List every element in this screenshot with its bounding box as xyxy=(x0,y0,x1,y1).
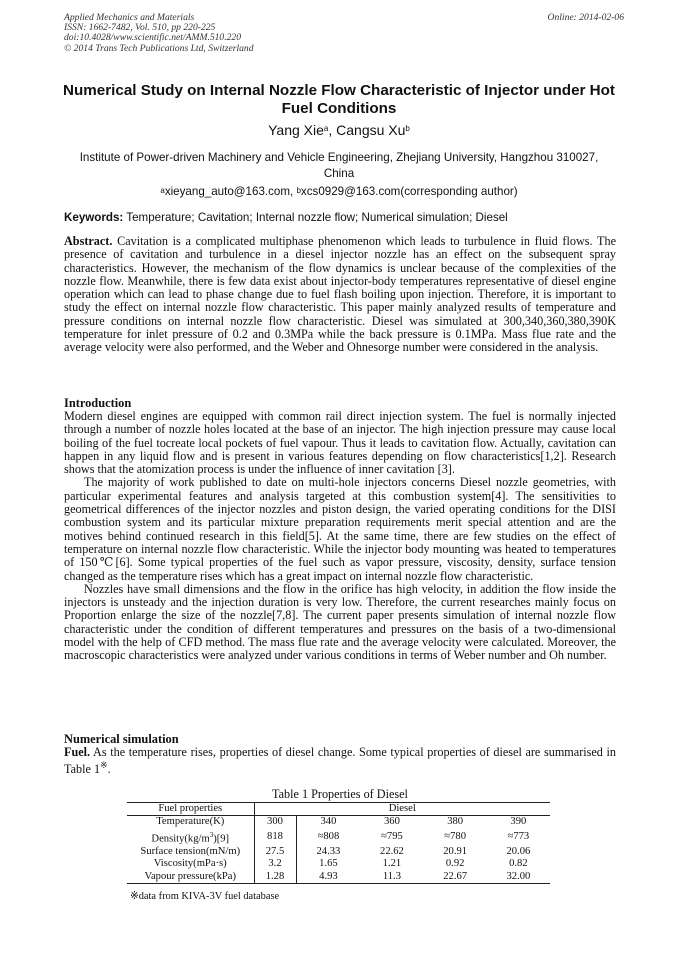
table-cell: ≈780 xyxy=(444,831,466,843)
table-cell: 390 xyxy=(510,816,527,828)
table-cell: 24.33 xyxy=(316,845,341,857)
table-row xyxy=(127,858,550,870)
table-cell: 3.2 xyxy=(254,858,296,870)
author-name: Cangsu Xu xyxy=(336,122,406,138)
table-cell: 1.65 xyxy=(319,858,338,870)
fuel-label: Fuel. xyxy=(64,745,91,759)
author-separator: , xyxy=(328,122,337,138)
paper-title: Numerical Study on Internal Nozzle Flow Characteristic of Injector under Hot Fuel Conditions xyxy=(63,82,615,117)
section-heading-numerical-simulation: Numerical simulation xyxy=(64,732,179,746)
table-cell: 818 xyxy=(254,829,296,846)
table-row-label: Surface tension(mN/m) xyxy=(127,846,254,858)
table-row xyxy=(127,871,550,884)
author-line xyxy=(60,121,618,139)
table-caption: Table 1 Properties of Diesel xyxy=(272,787,408,801)
table-col-header: Fuel properties xyxy=(127,803,254,816)
table-row-label: Vapour pressure(kPa) xyxy=(127,871,254,884)
fuel-text-end: . xyxy=(107,762,111,777)
author-superscript: a xyxy=(323,124,329,133)
table-row xyxy=(127,829,550,846)
table-cell: 32.00 xyxy=(487,871,550,884)
table-cell: 0.82 xyxy=(509,858,528,870)
table-cell: 1.28 xyxy=(254,871,296,884)
author-name: Yang Xie xyxy=(268,122,324,138)
journal-header xyxy=(64,13,624,54)
table-row-label: Viscosity(mPa·s) xyxy=(127,858,254,870)
table-row-label: Temperature(K) xyxy=(127,816,254,829)
abstract-label: Abstract. xyxy=(64,234,113,248)
table-cell: 22.62 xyxy=(380,845,404,857)
table-row xyxy=(127,816,550,829)
table-footnote: ※data from KIVA-3V fuel database xyxy=(130,891,280,902)
paragraph: Nozzles have small dimensions and the flow in the orifice has high velocity, in addition the flow inside the injectors is unsteady and the injection duration is very low. Therefore, the current researches mainly focus on Proportion enlarge the size of the nozzle[7,8]. The current paper presents simulation of internal nozzle flow characteristic under the condition of different temperatures and pressures on the basis of a two-dimensional model with the help of CFD method. The mass flue rate and the average velocity were calculated. Moreover, the macroscopic characteristics were analyzed under various conditions in terms of Weber number and Oh number. xyxy=(64,581,616,663)
table-cell: 11.3 xyxy=(360,871,423,884)
online-date: Online: 2014-02-06 xyxy=(547,12,624,23)
table-header-row xyxy=(127,803,550,816)
table-cell: ≈808 xyxy=(317,831,340,843)
journal-copyright: © 2014 Trans Tech Publications Ltd, Switzerland xyxy=(64,42,254,54)
journal-issn: ISSN: 1662-7482, Vol. 510, pp 220-225 xyxy=(64,22,216,34)
table-cell: 340 xyxy=(320,816,337,828)
email-address: xcs0929@163.com(corresponding author) xyxy=(300,185,518,198)
properties-table xyxy=(127,802,550,884)
table-cell: 4.93 xyxy=(296,871,360,884)
table-cell: 300 xyxy=(254,816,296,829)
table-cell: 360 xyxy=(384,816,400,828)
fuel-text: As the temperature rises, properties of diesel change. Some typical properties of diesel are summarised in Table 1 xyxy=(64,745,616,777)
paragraph: The majority of work published to date on multi-hole injectors concerns Diesel nozzle geometries, with particular experimental features and analysis targeted at this combustion system[4]. The sensitivities to geometrical differences of the injector nozzles and piston design, the varied operating conditions for the DISI combustion system and its particular mixture preparation requirements merit special attention and are the motives behind continued research in this field[5]. At the same time, there are few studies on the effect of temperature on internal nozzle flow characteristic. While the injector body mounting was heated to temperatures of 150℃[6]. Some typical properties of the fuel such as vapor pressure, viscosity, density, surface tension changed as the temperature rises which has a great impact on internal nozzle flow characteristic. xyxy=(64,475,616,583)
table-group-header: Diesel xyxy=(254,803,550,816)
table-cell: 380 xyxy=(447,816,464,828)
fuel-paragraph xyxy=(64,746,616,777)
keywords-text: Temperature; Cavitation; Internal nozzle flow; Numerical simulation; Diesel xyxy=(123,211,508,224)
affiliation: Institute of Power-driven Machinery and Vehicle Engineering, Zhejiang University, Hangzhou 310027, China xyxy=(79,151,599,180)
abstract-text: Cavitation is a complicated multiphase phenomenon which leads to turbulence in fluid flows. The presence of cavitation and turbulence in a diesel injector nozzle has an effect on the subsequent spray characteristics. However, the mechanism of the flow dynamics is unclear because of the complexities of the nozzle flow. Meanwhile, there is few data exist about injector-body temperatures representative of diesel engine operation which can lead to phase change due to fuel flash boiling upon injection. Therefore, it is important to study the effect on internal nozzle flow characteristic. This paper mainly analyzed results of temperature and pressure conditions on internal nozzle flow characteristic. Diesel was simulated at 300,340,360,380,390K temperature for inlet pressure of 0.2 and 0.3MPa while the back pressure is 0.1MPa. Mass flue rate and the average velocity were also performed, and the Weber and Ohnesorge number were considered in the analysis. xyxy=(64,234,616,355)
table-row-label: $Density(kg/m^3)[9]$ xyxy=(127,829,254,846)
table-cell: 1.21 xyxy=(382,858,402,870)
journal-name: Applied Mechanics and Materials xyxy=(64,12,195,23)
keywords xyxy=(64,211,616,225)
table-cell: 0.92 xyxy=(445,858,465,870)
email-line xyxy=(60,184,618,199)
section-heading-introduction: Introduction xyxy=(64,396,132,410)
table-cell: 20.91 xyxy=(443,845,468,857)
email-superscript: a xyxy=(160,186,165,195)
introduction-body xyxy=(64,410,616,663)
journal-doi: doi:10.4028/www.scientific.net/AMM.510.220 xyxy=(64,32,242,44)
table-cell: ≈773 xyxy=(507,831,530,843)
table-cell: 22.67 xyxy=(424,871,487,884)
table-row xyxy=(127,846,550,858)
author-superscript: b xyxy=(405,124,410,133)
abstract xyxy=(64,235,616,355)
table-cell: 27.5 xyxy=(254,846,296,858)
table-cell: ≈795 xyxy=(381,831,403,843)
email-superscript: b xyxy=(296,186,301,195)
keywords-label: Keywords: xyxy=(64,211,124,224)
table-cell: 20.06 xyxy=(506,845,531,857)
paragraph: Modern diesel engines are equipped with common rail direct injection system. The fuel is normally injected through a number of nozzle holes located at the base of an injector. The high injection pressure may cause local boiling of the fuel tocreate local pockets of fuel vapour. Thus it leads to cavitation flow. Actually, cavitation can happen in any liquid flow and is present in various features depending on flow characteristics[1,2]. Research shows that the atomization process is under the influence of inner cavitation [3]. xyxy=(64,409,616,477)
footnote-mark: ※ xyxy=(100,760,108,771)
email-address: xieyang_auto@163.com, xyxy=(164,185,297,198)
